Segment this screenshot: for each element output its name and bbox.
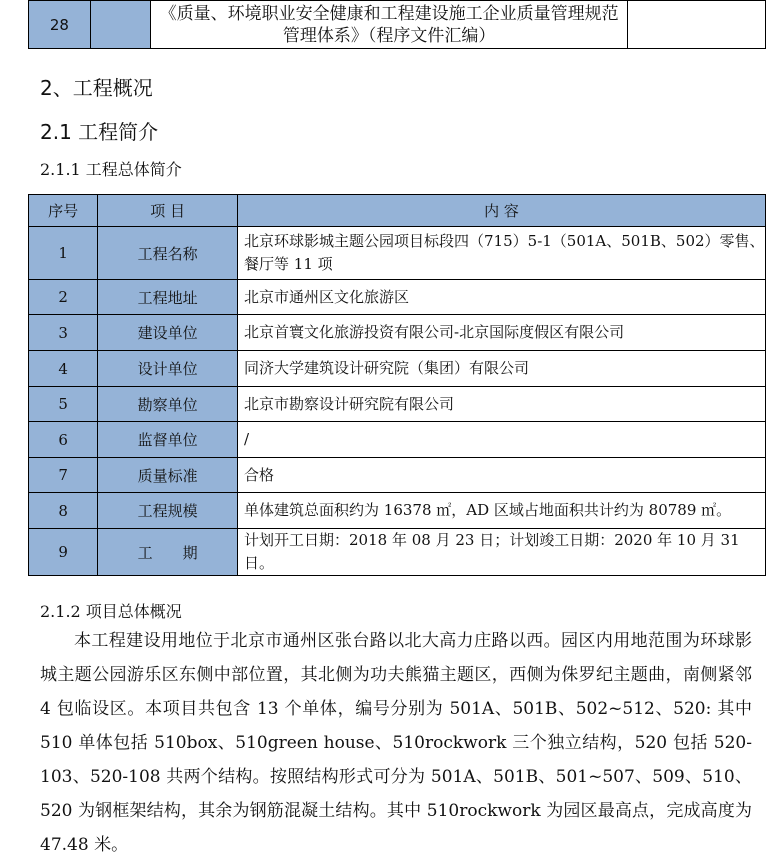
item-cell: 工程名称 — [98, 227, 238, 280]
table-row — [29, 422, 766, 458]
item-cell: 建设单位 — [98, 315, 238, 351]
content-cell: 合格 — [238, 458, 766, 493]
content-cell: 北京市通州区文化旅游区 — [238, 280, 766, 315]
table-row — [29, 387, 766, 422]
item-cell: 工 期 — [98, 529, 238, 576]
table-row — [29, 493, 766, 529]
content-cell: 北京市勘察设计研究院有限公司 — [238, 387, 766, 422]
content-cell: 同济大学建筑设计研究院（集团）有限公司 — [238, 351, 766, 387]
subsubsection-heading: 2.1.1 工程总体简介 — [40, 160, 182, 179]
content-cell: 北京首寰文化旅游投资有限公司-北京国际度假区有限公司 — [238, 315, 766, 351]
item-cell: 监督单位 — [98, 422, 238, 458]
table-row — [29, 529, 766, 576]
project-overview-paragraph — [40, 624, 752, 862]
header-content: 内 容 — [238, 195, 766, 227]
content-cell: 计划开工日期：2018 年 08 月 23 日；计划竣工日期：2020 年 10 月 31 日。 — [238, 529, 766, 576]
seq-cell: 9 — [29, 529, 98, 576]
document-title-cell: 《质量、环境职业安全健康和工程建设施工企业质量管理规范管理体系》（程序文件汇编） — [151, 1, 627, 49]
table-row — [29, 351, 766, 387]
table-row — [29, 458, 766, 493]
subsection-heading: 2.1 工程简介 — [40, 120, 159, 144]
item-cell: 勘察单位 — [98, 387, 238, 422]
seq-cell: 3 — [29, 315, 98, 351]
table-row — [29, 315, 766, 351]
content-cell: 北京环球影城主题公园项目标段四（715）5-1（501A、501B、502）零售、餐厅等 11 项 — [238, 227, 766, 280]
table-row — [29, 1, 766, 49]
content-cell: 单体建筑总面积约为 16378 ㎡，AD 区域占地面积共计约为 80789 ㎡。 — [238, 493, 766, 529]
seq-cell: 2 — [29, 280, 98, 315]
seq-cell: 4 — [29, 351, 98, 387]
seq-cell: 7 — [29, 458, 98, 493]
row-number: 28 — [29, 1, 91, 49]
header-item: 项 目 — [98, 195, 238, 227]
item-cell: 工程规模 — [98, 493, 238, 529]
table-row — [29, 280, 766, 315]
seq-cell: 5 — [29, 387, 98, 422]
seq-cell: 8 — [29, 493, 98, 529]
item-cell: 质量标准 — [98, 458, 238, 493]
item-cell: 设计单位 — [98, 351, 238, 387]
table-row — [29, 227, 766, 280]
section-heading: 2、工程概况 — [40, 76, 153, 100]
seq-cell: 6 — [29, 422, 98, 458]
continuation-table — [28, 0, 766, 49]
paragraph-text: 本工程建设用地位于北京市通州区张台路以北大高力庄路以西。园区内用地范围为环球影城主题公园游乐区东侧中部位置，其北侧为功夫熊猫主题区，西侧为侏罗纪主题曲，南侧紧邻 4 包临设区。本项目共包含 13 个单体，编号分别为 501A、501B、502~512、520: 其中 510 单体包括 510box、510green house、510rockwork 三个独立结构，520 包括 520-103、520-108 共两个结构。按照结构形式可分为 501A、501B、501~507、509、510、520 为钢框架结构，其余为钢筋混凝土结构。其中 510rockwork 为园区最高点，完成高度为 47.48 米。 — [40, 631, 752, 855]
content-cell: / — [238, 422, 766, 458]
empty-cell — [90, 1, 151, 49]
seq-cell: 1 — [29, 227, 98, 280]
empty-cell — [627, 1, 765, 49]
item-cell: 工程地址 — [98, 280, 238, 315]
project-info-table — [28, 194, 766, 576]
table-header-row — [29, 195, 766, 227]
subsubsection-heading: 2.1.2 项目总体概况 — [40, 602, 182, 621]
header-seq: 序号 — [29, 195, 98, 227]
